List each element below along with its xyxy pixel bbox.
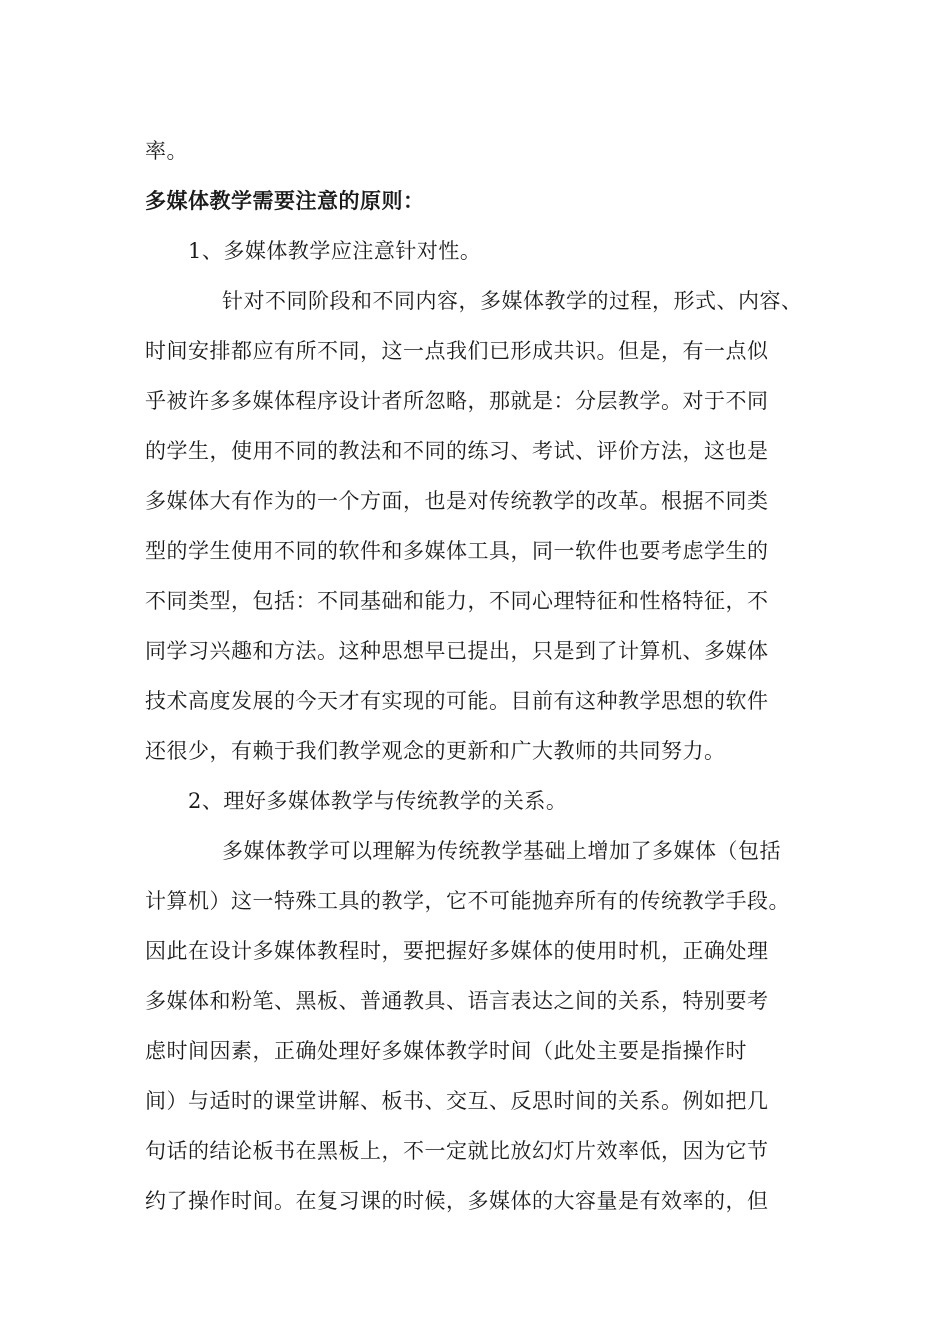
paragraph-2-line: 约了操作时间。在复习课的时候，多媒体的大容量是有效率的，但	[145, 1189, 769, 1213]
paragraph-2-line: 计算机）这一特殊工具的教学，它不可能抛弃所有的传统教学手段。	[145, 889, 790, 913]
paragraph-1-line: 乎被许多多媒体程序设计者所忽略，那就是：分层教学。对于不同	[145, 389, 769, 413]
paragraph-1-line: 多媒体大有作为的一个方面，也是对传统教学的改革。根据不同类	[145, 489, 769, 513]
paragraph-1-line: 的学生，使用不同的教法和不同的练习、考试、评价方法，这也是	[145, 439, 769, 463]
paragraph-2-line: 句话的结论板书在黑板上，不一定就比放幻灯片效率低，因为它节	[145, 1139, 769, 1163]
paragraph-1-line: 不同类型，包括：不同基础和能力，不同心理特征和性格特征，不	[145, 589, 769, 613]
principle-1-heading: 1、多媒体教学应注意针对性。	[188, 239, 482, 263]
paragraph-1-line: 型的学生使用不同的软件和多媒体工具，同一软件也要考虑学生的	[145, 539, 769, 563]
paragraph-2-line: 多媒体和粉笔、黑板、普通教具、语言表达之间的关系，特别要考	[145, 989, 769, 1013]
paragraph-2-line: 虑时间因素，正确处理好多媒体教学时间（此处主要是指操作时	[145, 1039, 747, 1063]
paragraph-1-line: 时间安排都应有所不同，这一点我们已形成共识。但是，有一点似	[145, 339, 769, 363]
paragraph-1-line: 同学习兴趣和方法。这种思想早已提出，只是到了计算机、多媒体	[145, 639, 769, 663]
paragraph-1-line: 还很少，有赖于我们教学观念的更新和广大教师的共同努力。	[145, 739, 726, 763]
text-line-continuation: 率。	[145, 139, 188, 163]
paragraph-1-line: 技术高度发展的今天才有实现的可能。目前有这种教学思想的软件	[145, 689, 769, 713]
principle-2-heading: 2、理好多媒体教学与传统教学的关系。	[188, 789, 568, 813]
paragraph-2-line: 多媒体教学可以理解为传统教学基础上增加了多媒体（包括	[222, 839, 781, 863]
paragraph-2-line: 因此在设计多媒体教程时，要把握好多媒体的使用时机，正确处理	[145, 939, 769, 963]
paragraph-2-line: 间）与适时的课堂讲解、板书、交互、反思时间的关系。例如把几	[145, 1089, 769, 1113]
paragraph-1-line: 针对不同阶段和不同内容，多媒体教学的过程，形式、内容、	[222, 289, 803, 313]
section-heading: 多媒体教学需要注意的原则：	[145, 189, 425, 213]
